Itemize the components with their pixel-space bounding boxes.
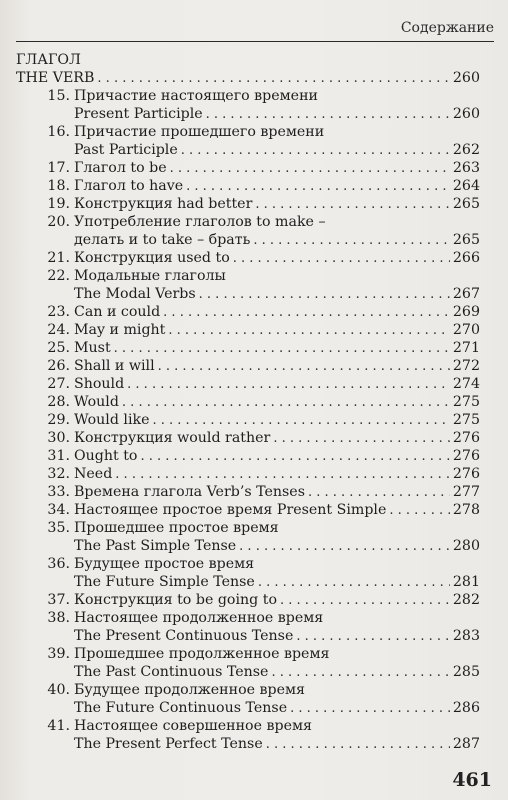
toc-entry-title: Причастие прошедшего времени [74, 124, 325, 140]
toc-entry-page: 285 [452, 664, 480, 680]
toc-entry-title: Времена глагола Verb’s Tenses [74, 484, 305, 500]
toc-entry-page: 274 [452, 376, 480, 392]
toc-entry-title: Настоящее простое время Present Simple [74, 502, 387, 518]
toc-entry-page: 280 [452, 538, 480, 554]
toc-entry-number: 39. [47, 646, 70, 662]
toc-entry-line [16, 141, 480, 159]
toc-entry-line [16, 303, 480, 321]
toc-entry-line [16, 159, 480, 177]
toc-entry-line [16, 105, 480, 123]
toc-entry-line [16, 573, 480, 591]
page-number: 461 [452, 769, 492, 791]
toc-entry-page: 266 [452, 250, 480, 266]
dot-leader [181, 142, 450, 159]
toc-entry-number: 20. [47, 214, 70, 230]
toc-entry-page: 263 [452, 160, 480, 176]
dot-leader [140, 448, 449, 465]
toc-entry-title: Would [74, 394, 119, 410]
dot-leader [186, 178, 450, 195]
dot-leader [280, 592, 450, 609]
toc-entry-title: Употребление глаголов to make – [74, 214, 326, 230]
toc-entry-line [16, 339, 480, 357]
toc-entry-page: 277 [452, 484, 480, 500]
section-page-number: 260 [452, 70, 480, 86]
toc-entry-page: 269 [452, 304, 480, 320]
toc-entry-number: 33. [47, 484, 70, 500]
toc-entry-number: 35. [47, 520, 70, 536]
dot-leader [266, 736, 450, 753]
toc-entry-page: 262 [452, 142, 480, 158]
toc-entry-page: 264 [452, 178, 480, 194]
toc-entry-page: 260 [452, 106, 480, 122]
toc-entry-title: Глагол to be [74, 160, 167, 176]
toc-entry-title: Can и could [74, 304, 161, 320]
toc-entry-number: 22. [47, 268, 70, 284]
toc-entry-number: 41. [47, 718, 70, 734]
dot-leader [271, 664, 449, 681]
dot-leader [127, 376, 450, 393]
toc-entry-number: 24. [47, 322, 70, 338]
dot-leader [255, 196, 450, 213]
toc-entry-title: Should [74, 376, 125, 392]
dot-leader [239, 538, 450, 555]
toc-entry-line [16, 501, 480, 519]
dot-leader [199, 286, 450, 303]
toc-entry-line [16, 699, 480, 717]
toc-entry-number: 27. [47, 376, 70, 392]
section-heading-ru: ГЛАГОЛ [16, 52, 81, 68]
toc-entry-number: 37. [47, 592, 70, 608]
toc-entry-title: May и might [74, 322, 166, 338]
dot-leader [153, 412, 450, 429]
toc-entry-page: 286 [452, 700, 480, 716]
dot-leader [258, 574, 450, 591]
table-of-contents [16, 51, 480, 753]
toc-entry-title: Need [74, 466, 113, 482]
toc-entry-page: 270 [452, 322, 480, 338]
toc-entry-title: Конструкция had better [74, 196, 253, 212]
toc-entry-line [16, 429, 480, 447]
toc-entry-line [16, 267, 480, 285]
toc-entry-title: делать и to take – брать [74, 232, 251, 248]
section-heading-en-line [16, 69, 480, 87]
dot-leader [170, 160, 450, 177]
toc-entry-line [16, 537, 480, 555]
toc-entry-line [16, 465, 480, 483]
toc-entry-title: Конструкция to be going to [74, 592, 277, 608]
toc-entry-title: Past Participle [74, 142, 178, 158]
toc-entry-line [16, 627, 480, 645]
toc-entry-page: 276 [452, 448, 480, 464]
dot-leader [206, 106, 450, 123]
toc-entry-title: The Present Perfect Tense [74, 736, 263, 752]
toc-entry-line [16, 177, 480, 195]
toc-entry-title: Прошедшее простое время [74, 520, 279, 536]
dot-leader [233, 250, 450, 267]
dot-leader [253, 232, 450, 249]
toc-entry-line [16, 213, 480, 231]
toc-entry-page: 283 [452, 628, 480, 644]
toc-entry-title: Модальные глаголы [74, 268, 226, 284]
toc-entry-number: 38. [47, 610, 70, 626]
toc-entry-title: Конструкция would rather [74, 430, 271, 446]
toc-entry-number: 26. [47, 358, 70, 374]
toc-entry-line [16, 285, 480, 303]
toc-entry-title: Будущее продолженное время [74, 682, 305, 698]
toc-entry-number: 36. [47, 556, 70, 572]
toc-entry-line [16, 483, 480, 501]
toc-entry-title: The Past Simple Tense [74, 538, 237, 554]
section-heading-en: THE VERB [16, 70, 95, 86]
toc-entry-title: The Present Continuous Tense [74, 628, 294, 644]
dot-leader [115, 466, 450, 483]
toc-entry-page: 265 [452, 196, 480, 212]
toc-entry-page: 275 [452, 412, 480, 428]
toc-entry-title: The Future Simple Tense [74, 574, 255, 590]
toc-entry-number: 32. [47, 466, 70, 482]
toc-entry-page: 265 [452, 232, 480, 248]
toc-entry-title: Shall и will [74, 358, 155, 374]
toc-entry-line [16, 375, 480, 393]
toc-entry-number: 29. [47, 412, 70, 428]
toc-entry-page: 271 [452, 340, 480, 356]
toc-entry-number: 40. [47, 682, 70, 698]
toc-entry-page: 275 [452, 394, 480, 410]
toc-entry-page: 287 [452, 736, 480, 752]
toc-entry-page: 278 [452, 502, 480, 518]
dot-leader [273, 430, 450, 447]
toc-entry-line [16, 519, 480, 537]
toc-entry-number: 15. [47, 88, 70, 104]
dot-leader [158, 358, 450, 375]
dot-leader [290, 700, 450, 717]
toc-entry-number: 25. [47, 340, 70, 356]
dot-leader [168, 322, 450, 339]
toc-entry-line [16, 681, 480, 699]
toc-entry-line [16, 195, 480, 213]
toc-entry-number: 16. [47, 124, 70, 140]
toc-entry-title: Конструкция used to [74, 250, 230, 266]
header-rule [16, 41, 494, 42]
toc-entry-page: 276 [452, 430, 480, 446]
toc-entry-title: Прошедшее продолженное время [74, 646, 330, 662]
toc-entry-page: 281 [452, 574, 480, 590]
dot-leader [114, 340, 450, 357]
section-heading [16, 51, 480, 69]
toc-entry-title: Would like [74, 412, 150, 428]
toc-entry-number: 31. [47, 448, 70, 464]
toc-entry-line [16, 411, 480, 429]
toc-entry-number: 21. [47, 250, 70, 266]
toc-entry-title: Причастие настоящего времени [74, 88, 318, 104]
toc-entry-page: 267 [452, 286, 480, 302]
toc-entry-line [16, 447, 480, 465]
toc-entry-line [16, 717, 480, 735]
toc-entry-line [16, 555, 480, 573]
toc-entry-line [16, 249, 480, 267]
toc-entry-title: Глагол to have [74, 178, 184, 194]
toc-entry-title: Настоящее продолженное время [74, 610, 324, 626]
toc-entry-number: 30. [47, 430, 70, 446]
running-head: Содержание [400, 20, 494, 36]
dot-leader [122, 394, 450, 411]
toc-entry-title: The Past Continuous Tense [74, 664, 269, 680]
toc-entry-line [16, 123, 480, 141]
dot-leader [163, 304, 450, 321]
toc-entry-line [16, 735, 480, 753]
toc-entry-number: 23. [47, 304, 70, 320]
toc-entry-title: Настоящее совершенное время [74, 718, 312, 734]
toc-entry-line [16, 357, 480, 375]
toc-entry-number: 18. [47, 178, 70, 194]
toc-entry-page: 276 [452, 466, 480, 482]
toc-entry-line [16, 663, 480, 681]
toc-entry-title: The Future Continuous Tense [74, 700, 288, 716]
toc-entry-title: Будущее простое время [74, 556, 255, 572]
toc-entry-title: The Modal Verbs [74, 286, 196, 302]
toc-entry-line [16, 393, 480, 411]
toc-entry-line [16, 321, 480, 339]
dot-leader [389, 502, 450, 519]
dot-leader [308, 484, 450, 501]
toc-entry-number: 34. [47, 502, 70, 518]
toc-entry-number: 19. [47, 196, 70, 212]
dot-leader [97, 70, 449, 87]
toc-entry-title: Must [74, 340, 111, 356]
toc-entry-number: 17. [47, 160, 70, 176]
toc-entry-number: 28. [47, 394, 70, 410]
toc-entry-line [16, 231, 480, 249]
toc-entry-line [16, 87, 480, 105]
dot-leader [296, 628, 450, 645]
toc-entry-page: 272 [452, 358, 480, 374]
toc-entry-line [16, 591, 480, 609]
toc-entry-title: Present Participle [74, 106, 203, 122]
toc-entry-title: Ought to [74, 448, 138, 464]
toc-entry-line [16, 609, 480, 627]
toc-entry-page: 282 [452, 592, 480, 608]
toc-entry-line [16, 645, 480, 663]
